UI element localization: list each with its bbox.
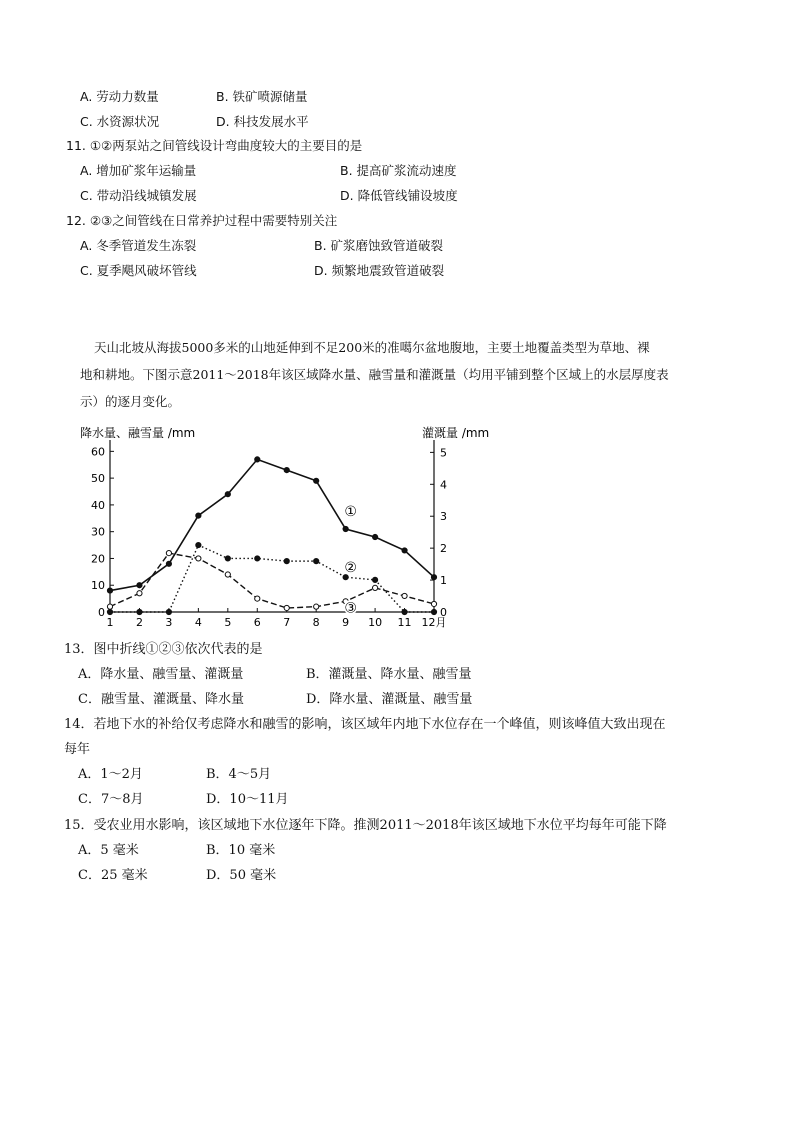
q13-option-a: A．降水量、融雪量、灌溉量 [78,667,244,682]
x-tick-label: 11 [397,616,412,629]
data-point [372,585,377,590]
x-tick-label: 4 [194,616,202,629]
y-left-tick-label: 40 [91,498,105,512]
y-right-axis-label: 灌溉量 /mm [422,426,490,440]
data-point [166,609,171,614]
q10-option-a: A. 劳动力数量 [80,89,159,104]
y-left-axis-label: 降水量、融雪量 /mm [80,426,196,440]
q15-option-b: B．10 毫米 [206,843,276,858]
x-tick-label: 7 [283,616,291,629]
y-left-tick-label: 30 [91,525,105,539]
data-point [343,526,348,531]
q14-option-a: A．1～2月 [78,767,143,782]
q11-option-c: C. 带动沿线城镇发展 [80,188,197,203]
q11-option-d: D. 降低管线铺设坡度 [340,188,458,203]
data-point [255,556,260,561]
data-point [314,604,319,609]
y-right-tick-label: 2 [440,542,447,556]
data-point [137,609,142,614]
series-label: ① [344,504,357,520]
data-point [196,556,201,561]
x-tick-label: 10 [368,616,383,629]
passage-line-2: 地和耕地。下图示意2011～2018年该区域降水量、融雪量和灌溉量（均用平铺到整个区域上的水层厚度表 [80,367,669,382]
series-line [110,545,434,612]
q13-stem: 13．图中折线①②③依次代表的是 [64,642,263,657]
q11-option-b: B. 提高矿浆流动速度 [340,163,457,178]
data-point [431,609,436,614]
q11-stem: 11. ①②两泵站之间管线设计弯曲度较大的主要目的是 [66,138,363,153]
data-point [255,457,260,462]
x-tick-label: 8 [312,616,320,629]
data-point [137,591,142,596]
passage-line-3: 示）的逐月变化。 [80,394,181,409]
data-point [166,561,171,566]
data-point [284,467,289,472]
y-left-tick-label: 50 [91,472,105,486]
q10-option-c: C. 水资源状况 [80,114,160,129]
data-point [284,605,289,610]
x-tick-label: 6 [253,616,261,629]
data-point [314,478,319,483]
y-right-tick-label: 0 [440,606,447,619]
q14-stem-line-1: 14．若地下水的补给仅考虑降水和融雪的影响，该区域年内地下水位存在一个峰值，则该峰值大致出现在 [64,717,666,732]
q12-option-d: D. 频繁地震致管道破裂 [314,263,445,278]
data-point [137,583,142,588]
q10-option-b: B. 铁矿喷源储量 [216,89,308,104]
data-point [107,604,112,609]
q12-option-c: C. 夏季飓风破坏管线 [80,263,197,278]
data-point [431,575,436,580]
q13-option-b: B．灌溉量、降水量、融雪量 [306,667,472,682]
q15-stem: 15．受农业用水影响，该区域地下水位逐年下降。推测2011～2018年该区域地下水位平均每年可能下降 [64,818,667,833]
chart-ticks [91,445,447,629]
x-tick-label: 12月 [421,616,447,629]
series-line [110,459,434,590]
data-point [107,588,112,593]
data-point [225,556,230,561]
q15-option-c: C．25 毫米 [78,868,148,883]
passage [80,334,720,415]
data-point [225,492,230,497]
q14-option-c: C．7～8月 [78,792,144,807]
data-point [314,559,319,564]
data-point [107,609,112,614]
chart-series [107,457,436,617]
data-point [284,559,289,564]
data-point [431,601,436,606]
q12-option-a: A. 冬季管道发生冻裂 [80,238,197,253]
y-right-tick-label: 1 [440,574,447,588]
x-tick-label: 2 [135,616,143,629]
y-right-tick-label: 4 [440,478,447,492]
data-point [372,534,377,539]
q10-option-d: D. 科技发展水平 [216,114,309,129]
data-point [402,593,407,598]
q14-option-d: D．10～11月 [206,792,289,807]
chart-axes [110,440,434,612]
x-tick-label: 3 [165,616,173,629]
y-left-tick-label: 60 [91,445,105,459]
data-point [402,609,407,614]
y-left-tick-label: 0 [98,606,105,619]
y-left-tick-label: 10 [91,579,105,593]
y-right-tick-label: 3 [440,510,447,524]
q11-option-a: A. 增加矿浆年运输量 [80,163,197,178]
data-point [196,513,201,518]
q12-option-b: B. 矿浆磨蚀致管道破裂 [314,238,444,253]
x-tick-label: 9 [342,616,350,629]
data-point [166,550,171,555]
precipitation-snowmelt-irrigation-chart [70,422,490,632]
series-label: ③ [344,600,357,617]
q12-stem: 12. ②③之间管线在日常养护过程中需要特别关注 [66,213,338,228]
data-point [255,596,260,601]
passage-line-1: 天山北坡从海拔5000多米的山地延伸到不足200米的准噶尔盆地腹地，主要土地覆盖类型为草地、裸 [94,340,650,355]
q13-option-d: D．降水量、灌溉量、融雪量 [306,692,473,707]
series-label: ② [344,560,357,577]
y-left-tick-label: 20 [91,552,105,566]
y-right-tick-label: 5 [440,446,447,460]
x-tick-label: 5 [224,616,232,629]
q14-option-b: B．4～5月 [206,767,272,782]
data-point [225,572,230,577]
q13-option-c: C．融雪量、灌溉量、降水量 [78,692,244,707]
data-point [372,577,377,582]
q15-option-d: D．50 毫米 [206,868,277,883]
x-tick-label: 1 [106,616,114,629]
q14-stem-line-2: 每年 [64,742,91,757]
data-point [402,548,407,553]
data-point [196,542,201,547]
series-line [110,553,434,608]
q15-option-a: A．5 毫米 [78,843,139,858]
